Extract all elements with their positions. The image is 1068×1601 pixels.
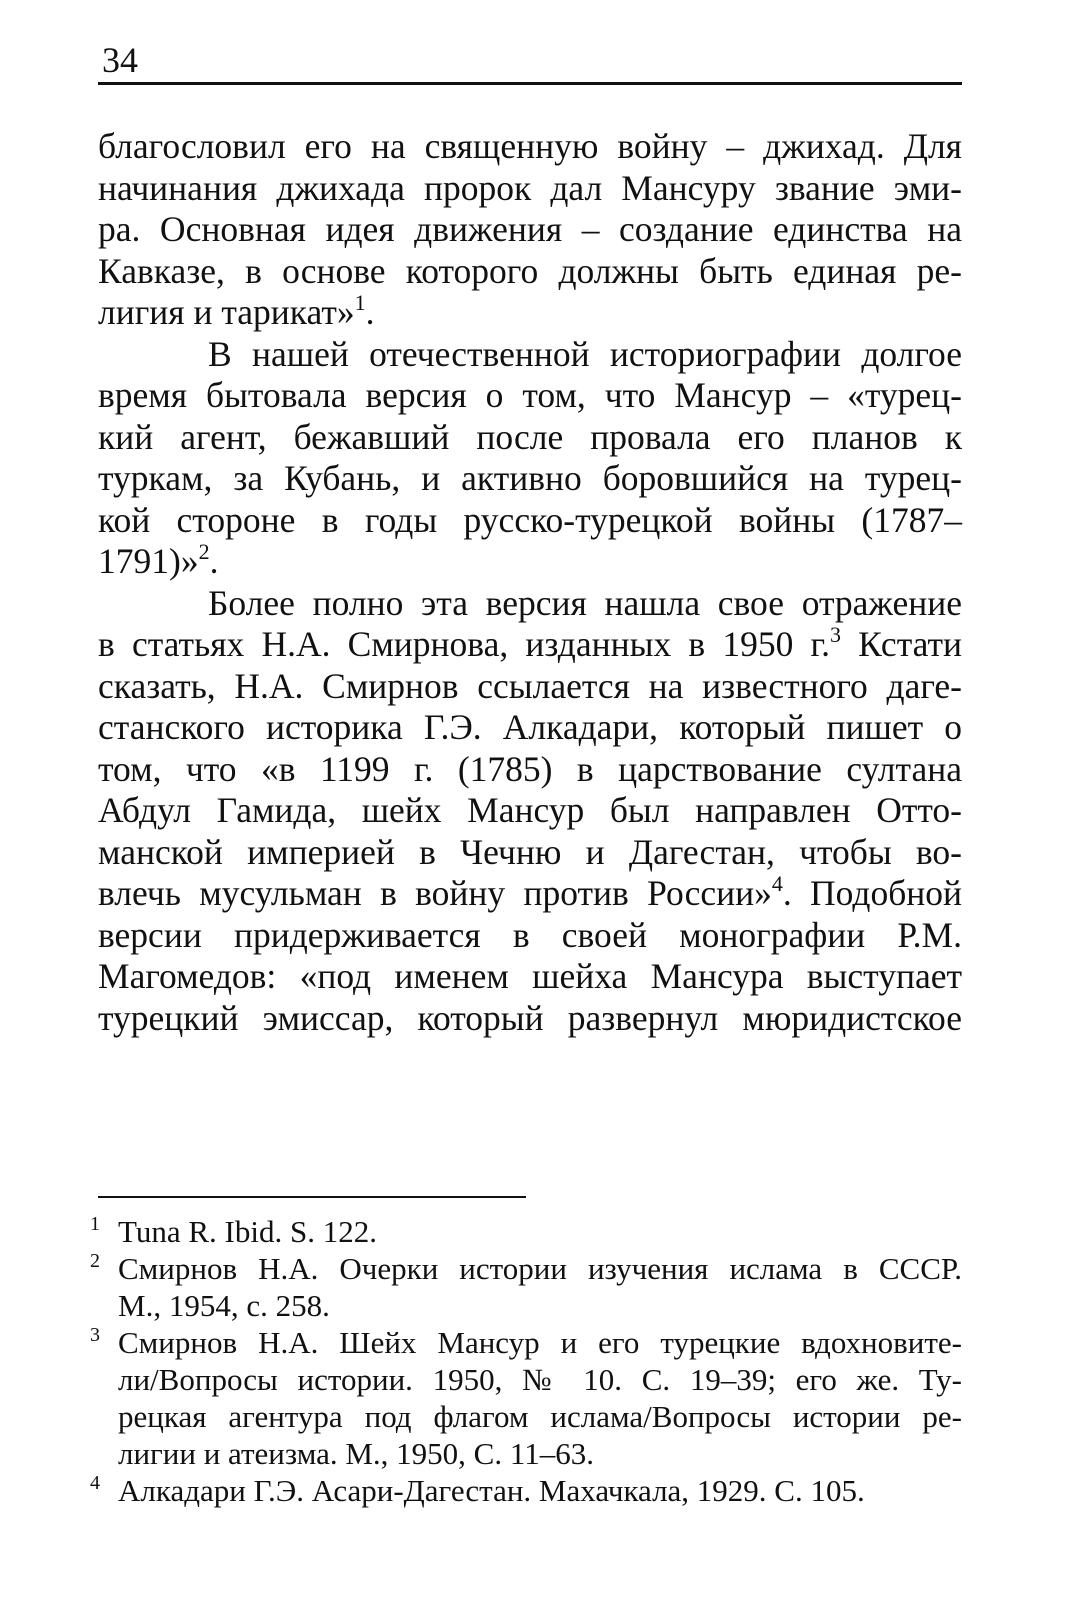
footnote-text: Смирнов Н.А. Очерки истории изучения ислама в СССР. — [118, 1251, 962, 1286]
footnote-2 — [90, 1250, 962, 1324]
text-line: станского историка Г.Э. Алкадари, который пишет о — [98, 707, 962, 747]
text-line: сказать, Н.А. Смирнов ссылается на известного даге- — [98, 665, 962, 706]
text-fragment: . Подобной — [782, 873, 963, 913]
text-line: манской империей в Чечню и Дагестан, чтобы во- — [98, 831, 962, 872]
text-line: Абдул Гамида, шейх Мансур был направлен Отто- — [98, 790, 962, 830]
text-line — [98, 624, 962, 666]
footnote-text: Tuna R. Ibid. S. 122. — [118, 1214, 377, 1249]
text-line: время бытовала версия о том, что Мансур – «турец- — [98, 375, 962, 415]
text-fragment: лигия и тарикат» — [98, 292, 355, 332]
text-fragment: 1791)» — [98, 541, 199, 581]
footnote-line: М., 1954, с. 258. — [118, 1288, 330, 1323]
footnote-line: 4 Алкадари Г.Э. Асари-Дагестан. Махачкала, 1929. С. 105. — [90, 1472, 865, 1508]
text-line: том, что «в 1199 г. (1785) в царствование султана — [98, 748, 962, 789]
footnote-text: Смирнов Н.А. Шейх Мансур и его турецкие вдохновите- — [118, 1325, 962, 1360]
footnote-1 — [90, 1213, 962, 1250]
footnote-line: 3 Смирнов Н.А. Шейх Мансур и его турецкие вдохновите- — [90, 1324, 962, 1360]
text-line: кой стороне в годы русско-турецкой войны (1787– — [98, 499, 962, 540]
text-line: кий агент, бежавший после провала его планов к — [98, 416, 962, 457]
text-line: Кавказе, в основе которого должны быть единая ре- — [98, 250, 962, 291]
text-line — [98, 873, 962, 915]
text-line: благословил его на священную войну – джихад. Для — [98, 126, 962, 166]
text-line: Магомедов: «под именем шейха Мансура выступает — [98, 956, 962, 996]
footnote-ref: 2 — [198, 539, 210, 564]
footnote-ref: 3 — [829, 622, 841, 647]
footnote-line: лигии и атеизма. М., 1950, С. 11–63. — [118, 1436, 594, 1471]
page-number: 34 — [102, 40, 138, 80]
footnote-line: 1 Tuna R. Ibid. S. 122. — [90, 1213, 377, 1249]
text-line: ра. Основная идея движения – создание единства на — [98, 209, 962, 249]
page-header — [98, 38, 962, 85]
footnotes — [90, 1213, 962, 1509]
text-line: начинания джихада пророк дал Мансуру звание эми- — [98, 167, 962, 208]
footnote-ref: 4 — [771, 871, 783, 896]
text-fragment: влечь мусульман в войну против России» — [98, 873, 772, 913]
text-line: лигия и тарикат»$^1$. — [98, 290, 375, 332]
footnote-ref: 1 — [354, 290, 366, 315]
text-line: Более полно эта версия нашла свое отражение — [208, 582, 962, 623]
footnote-3 — [90, 1324, 962, 1472]
text-line: В нашей отечественной историографии долгое — [208, 333, 962, 374]
footnote-4 — [90, 1472, 962, 1509]
text-fragment: в статьях Н.А. Смирнова, изданных в 1950 г. — [98, 624, 830, 664]
footnote-line: рецкая агентура под флагом ислама/Вопросы истории ре- — [118, 1399, 962, 1434]
text-line: 1791)»$^2$. — [98, 539, 219, 581]
footnote-text: Алкадари Г.Э. Асари-Дагестан. Махачкала, 1929. С. 105. — [118, 1473, 865, 1508]
text-fragment: Кстати — [840, 624, 962, 664]
text-line: версии придерживается в своей монографии Р.М. — [98, 914, 962, 955]
text-line: турецкий эмиссар, который развернул мюридистское — [98, 997, 962, 1038]
footnote-line: ли/Вопросы истории. 1950, № 10. С. 19–39; его же. Ту- — [118, 1362, 962, 1397]
text-line: туркам, за Кубань, и активно боровшийся на турец- — [98, 458, 962, 498]
footnote-line: 2 Смирнов Н.А. Очерки истории изучения ислама в СССР. — [90, 1250, 962, 1286]
footnote-divider — [98, 1196, 526, 1198]
main-text — [98, 126, 962, 1039]
